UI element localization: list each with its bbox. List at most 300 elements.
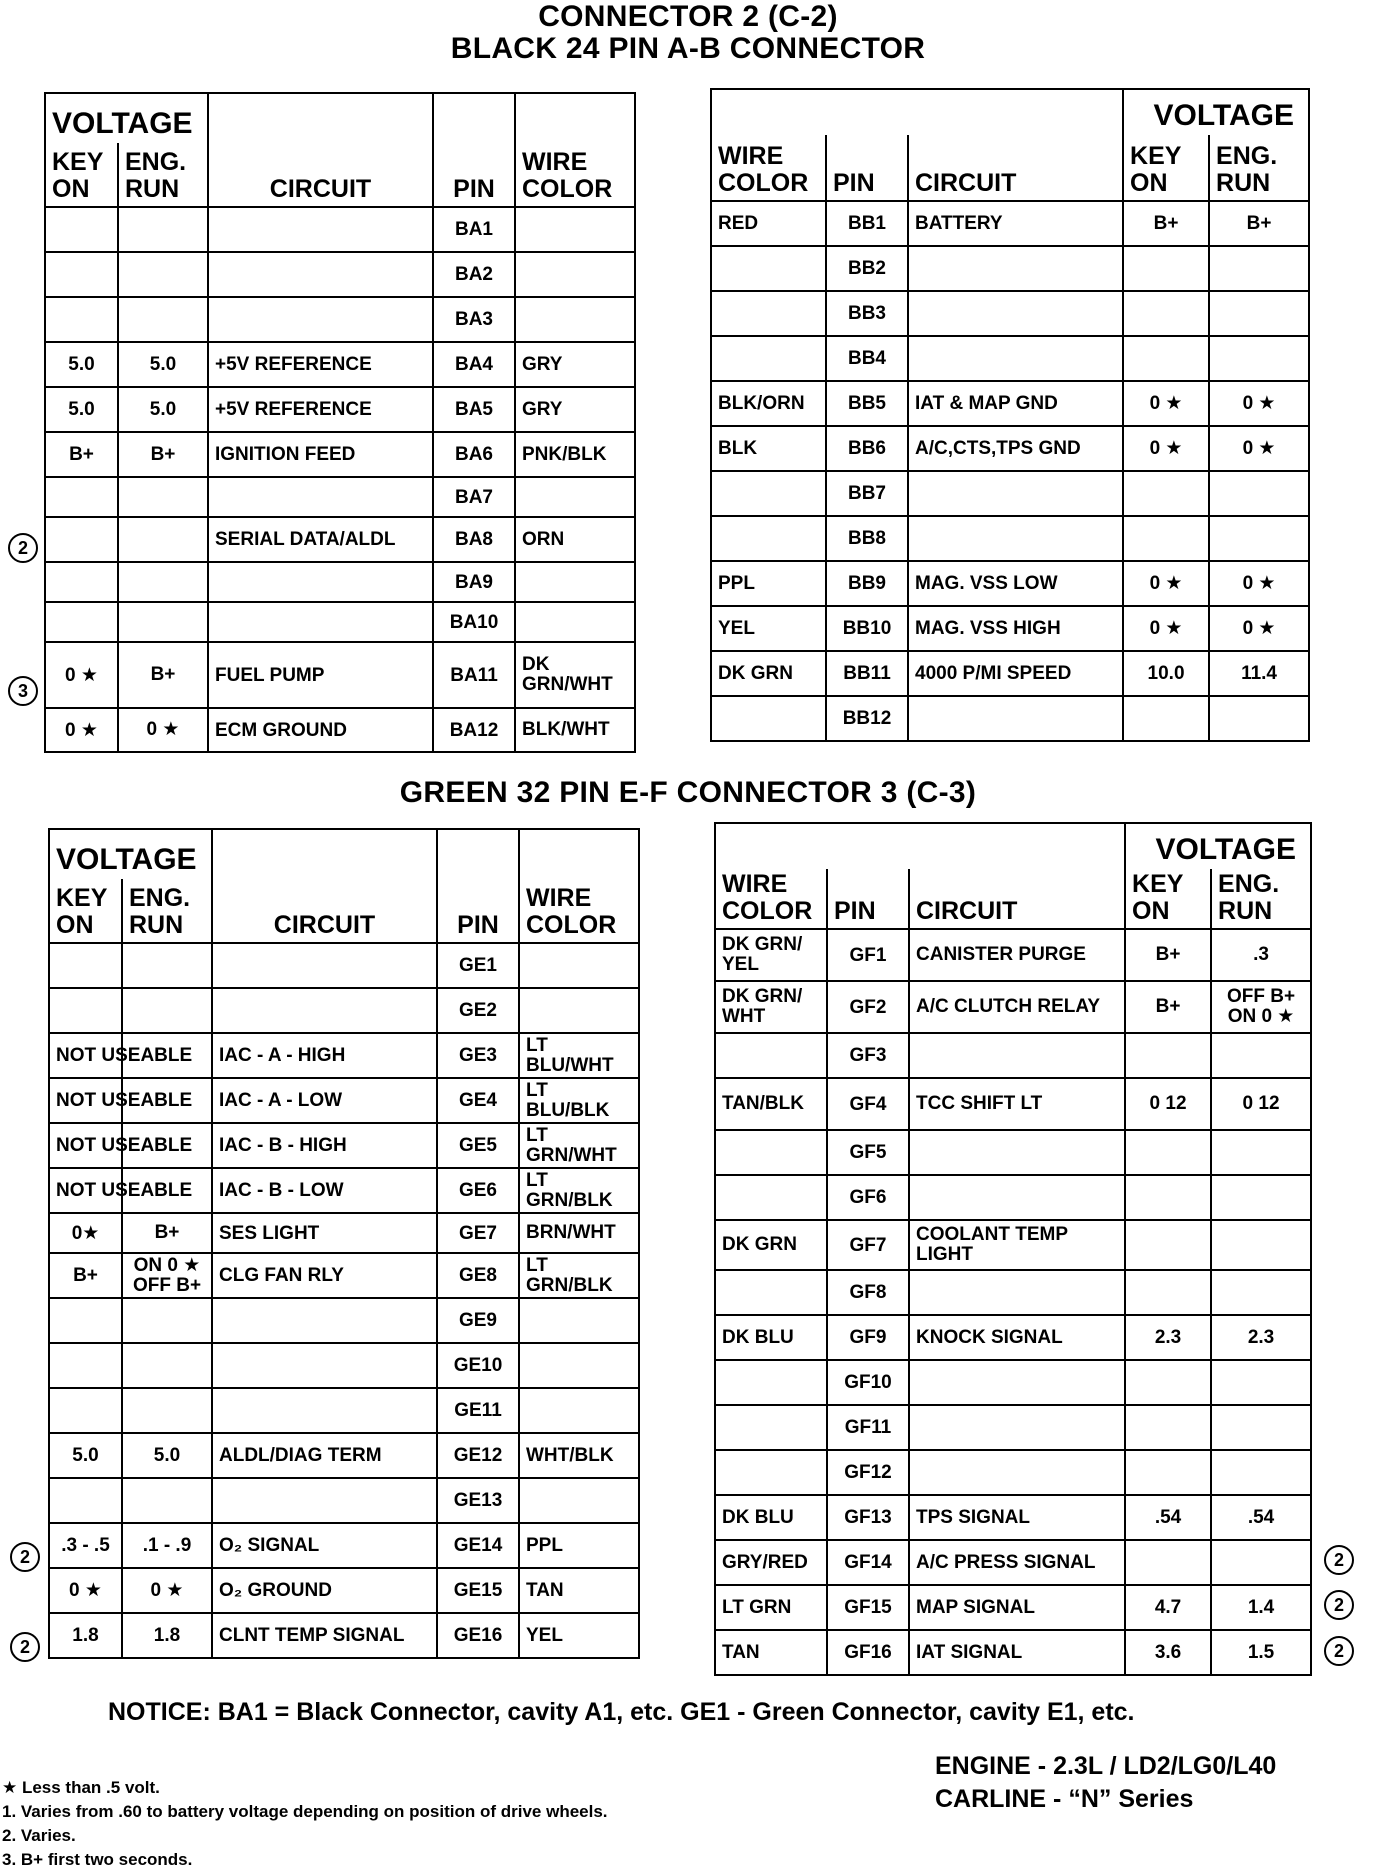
circuit-cell: IAC - A - HIGH	[212, 1033, 437, 1078]
table-row	[715, 1585, 1311, 1630]
eng-run-header: ENG. RUN	[1209, 135, 1309, 201]
eng-run-cell	[1211, 1450, 1311, 1495]
wire-color-header: WIRE COLOR	[715, 869, 827, 929]
footnote-star: ★ Less than .5 volt.	[2, 1778, 160, 1797]
wire-color-cell	[711, 471, 826, 516]
circuit-cell	[212, 1478, 437, 1523]
wire-color-cell	[519, 1343, 639, 1388]
key-on-header: KEY ON	[49, 879, 122, 943]
key-on-cell: 4.7	[1125, 1585, 1211, 1630]
wire-color-cell	[715, 1405, 827, 1450]
table-row	[715, 929, 1311, 981]
key-on-cell: 0 ★	[1123, 606, 1209, 651]
eng-run-cell	[118, 477, 208, 517]
circuit-cell: IAC - B - HIGH	[212, 1123, 437, 1168]
pin-cell: GE1	[437, 943, 519, 988]
key-on-cell: 5.0	[49, 1433, 122, 1478]
eng-run-header: ENG. RUN	[122, 879, 212, 943]
circuit-cell	[909, 1175, 1125, 1220]
pin-cell: GE15	[437, 1568, 519, 1613]
eng-run-cell	[1211, 1405, 1311, 1450]
table-row	[49, 1613, 639, 1658]
wire-color-cell: RED	[711, 201, 826, 246]
circuit-cell	[208, 297, 433, 342]
note-marker-gf15: 2	[1324, 1590, 1354, 1620]
table-row	[715, 1630, 1311, 1675]
circuit-cell	[212, 988, 437, 1033]
eng-run-cell: .1 - .9	[122, 1523, 212, 1568]
table-row	[49, 1388, 639, 1433]
wire-color-cell: BRN/WHT	[519, 1213, 639, 1253]
eng-run-cell	[122, 988, 212, 1033]
circuit-cell	[208, 602, 433, 642]
key-on-cell	[1125, 1220, 1211, 1270]
wire-color-cell: TAN	[519, 1568, 639, 1613]
table-row	[711, 516, 1309, 561]
circuit-cell: +5V REFERENCE	[208, 387, 433, 432]
key-on-cell	[45, 477, 118, 517]
circuit-cell: SERIAL DATA/ALDL	[208, 517, 433, 562]
circuit-cell: ECM GROUND	[208, 708, 433, 752]
wire-color-cell	[519, 1388, 639, 1433]
circuit-cell: SES LIGHT	[212, 1213, 437, 1253]
key-on-cell	[45, 562, 118, 602]
key-on-cell	[45, 297, 118, 342]
wire-color-cell	[519, 1298, 639, 1343]
key-on-cell: NOT USEABLE	[49, 1123, 122, 1168]
circuit-cell: CLG FAN RLY	[212, 1253, 437, 1298]
wire-color-cell	[519, 988, 639, 1033]
eng-run-header: ENG. RUN	[1211, 869, 1311, 929]
pin-cell: GF10	[827, 1360, 909, 1405]
wire-color-cell: PPL	[711, 561, 826, 606]
pin-cell: GE13	[437, 1478, 519, 1523]
wire-color-cell: LT BLU/BLK	[519, 1078, 639, 1123]
eng-run-cell	[118, 252, 208, 297]
eng-run-cell: 0 ★	[1209, 426, 1309, 471]
key-on-cell: NOT USEABLE	[49, 1168, 122, 1213]
table-row	[711, 246, 1309, 291]
circuit-header: CIRCUIT	[208, 93, 433, 207]
eng-run-cell	[1211, 1130, 1311, 1175]
wire-color-cell: GRY	[515, 342, 635, 387]
key-on-cell	[1125, 1033, 1211, 1078]
wire-color-cell	[711, 336, 826, 381]
pin-cell: GE16	[437, 1613, 519, 1658]
eng-run-cell: 0 ★	[1209, 381, 1309, 426]
pin-cell: BB3	[826, 291, 908, 336]
circuit-cell	[909, 1405, 1125, 1450]
pin-cell: BB7	[826, 471, 908, 516]
key-on-cell	[1123, 471, 1209, 516]
wire-color-cell: GRY/RED	[715, 1540, 827, 1585]
table-row	[49, 1123, 639, 1168]
table-row	[715, 1175, 1311, 1220]
circuit-cell	[212, 1388, 437, 1433]
circuit-cell	[908, 516, 1123, 561]
eng-run-cell	[118, 562, 208, 602]
note-marker-ge14: 2	[10, 1542, 40, 1572]
key-on-cell: 0 ★	[1123, 561, 1209, 606]
table-row	[45, 602, 635, 642]
key-on-cell: 10.0	[1123, 651, 1209, 696]
circuit-cell: BATTERY	[908, 201, 1123, 246]
wire-color-cell: PPL	[519, 1523, 639, 1568]
wire-color-cell: DK BLU	[715, 1495, 827, 1540]
wire-color-cell	[711, 516, 826, 561]
circuit-cell	[908, 336, 1123, 381]
note-marker-gf16: 2	[1324, 1636, 1354, 1666]
wire-color-cell	[711, 246, 826, 291]
key-on-header: KEY ON	[1123, 135, 1209, 201]
pin-cell: BA8	[433, 517, 515, 562]
pin-cell: BA12	[433, 708, 515, 752]
pin-cell: GF13	[827, 1495, 909, 1540]
key-on-cell	[49, 1478, 122, 1523]
key-on-cell: 0 ★	[45, 642, 118, 708]
circuit-cell: COOLANT TEMP LIGHT	[909, 1220, 1125, 1270]
wire-color-cell: YEL	[711, 606, 826, 651]
wire-color-cell	[515, 297, 635, 342]
key-on-cell: B+	[1123, 201, 1209, 246]
eng-run-cell	[1209, 246, 1309, 291]
wire-color-cell: DK GRN/ YEL	[715, 929, 827, 981]
footnote-2: 2. Varies.	[2, 1826, 76, 1845]
wire-color-cell: LT GRN/BLK	[519, 1168, 639, 1213]
eng-run-cell	[1211, 1033, 1311, 1078]
wire-color-header: WIRE COLOR	[711, 135, 826, 201]
circuit-cell	[208, 207, 433, 252]
table-row	[711, 651, 1309, 696]
circuit-cell	[208, 477, 433, 517]
key-on-cell	[1123, 696, 1209, 741]
eng-run-cell	[1209, 336, 1309, 381]
circuit-cell: MAG. VSS HIGH	[908, 606, 1123, 651]
eng-run-header: ENG. RUN	[118, 143, 208, 207]
wire-color-cell	[711, 291, 826, 336]
key-on-cell: 0★	[49, 1213, 122, 1253]
pin-header: PIN	[827, 869, 909, 929]
circuit-cell: A/C,CTS,TPS GND	[908, 426, 1123, 471]
eng-run-cell	[122, 1343, 212, 1388]
key-on-cell	[1125, 1450, 1211, 1495]
key-on-cell	[1123, 291, 1209, 336]
circuit-cell: O₂ GROUND	[212, 1568, 437, 1613]
key-on-cell: 5.0	[45, 387, 118, 432]
wire-color-cell	[715, 1130, 827, 1175]
table-row	[49, 1168, 639, 1213]
wire-color-cell: LT GRN	[715, 1585, 827, 1630]
pin-cell: GE9	[437, 1298, 519, 1343]
circuit-cell	[908, 246, 1123, 291]
key-on-cell: B+	[1125, 981, 1211, 1033]
table-row	[49, 1523, 639, 1568]
table-connector-ba	[44, 92, 636, 753]
wire-color-cell	[515, 252, 635, 297]
table-row	[49, 1343, 639, 1388]
table-row	[45, 207, 635, 252]
circuit-cell	[909, 1450, 1125, 1495]
key-on-cell: 0 12	[1125, 1078, 1211, 1130]
wire-color-cell: DK BLU	[715, 1315, 827, 1360]
circuit-cell: CLNT TEMP SIGNAL	[212, 1613, 437, 1658]
eng-run-cell	[122, 943, 212, 988]
wire-color-cell: DK GRN/WHT	[515, 642, 635, 708]
pin-cell: BB8	[826, 516, 908, 561]
notice-text: NOTICE: BA1 = Black Connector, cavity A1, etc. GE1 - Green Connector, cavity E1, etc.	[108, 1698, 1135, 1726]
eng-run-cell: 0 ★	[122, 1568, 212, 1613]
wire-color-cell: YEL	[519, 1613, 639, 1658]
pin-cell: BA10	[433, 602, 515, 642]
circuit-cell: O₂ SIGNAL	[212, 1523, 437, 1568]
key-on-cell	[49, 943, 122, 988]
table-row	[49, 943, 639, 988]
circuit-cell: IAT SIGNAL	[909, 1630, 1125, 1675]
pin-cell: GE2	[437, 988, 519, 1033]
pin-cell: GE4	[437, 1078, 519, 1123]
table-row	[45, 562, 635, 602]
wire-color-cell: TAN	[715, 1630, 827, 1675]
pin-cell: BA9	[433, 562, 515, 602]
table-row	[49, 1253, 639, 1298]
pin-cell: GE8	[437, 1253, 519, 1298]
wire-color-cell	[715, 1450, 827, 1495]
table-row	[715, 1130, 1311, 1175]
wire-color-cell	[515, 207, 635, 252]
table-row	[49, 1213, 639, 1253]
circuit-cell: MAP SIGNAL	[909, 1585, 1125, 1630]
pin-cell: BB2	[826, 246, 908, 291]
wire-color-header: WIRE COLOR	[515, 93, 635, 207]
circuit-cell: ALDL/DIAG TERM	[212, 1433, 437, 1478]
circuit-cell: TPS SIGNAL	[909, 1495, 1125, 1540]
wire-color-cell	[715, 1175, 827, 1220]
note-marker-ba8: 2	[8, 533, 38, 563]
eng-run-cell: 11.4	[1209, 651, 1309, 696]
table-row	[715, 1315, 1311, 1360]
eng-run-cell: OFF B+ ON 0 ★	[1211, 981, 1311, 1033]
table-row	[49, 1568, 639, 1613]
table-row	[711, 426, 1309, 471]
circuit-cell: A/C PRESS SIGNAL	[909, 1540, 1125, 1585]
pin-header: PIN	[437, 829, 519, 943]
eng-run-cell: .54	[1211, 1495, 1311, 1540]
table-row	[715, 981, 1311, 1033]
eng-run-cell	[118, 602, 208, 642]
table-row	[49, 1433, 639, 1478]
circuit-cell	[212, 943, 437, 988]
pin-cell: GF9	[827, 1315, 909, 1360]
table-row	[715, 1450, 1311, 1495]
table-row	[45, 252, 635, 297]
circuit-cell: IAC - B - LOW	[212, 1168, 437, 1213]
key-on-cell	[49, 988, 122, 1033]
table-row	[45, 708, 635, 752]
key-on-cell	[1125, 1175, 1211, 1220]
pin-cell: BB6	[826, 426, 908, 471]
pin-cell: GF11	[827, 1405, 909, 1450]
eng-run-cell: 2.3	[1211, 1315, 1311, 1360]
voltage-header: VOLTAGE	[45, 93, 208, 143]
key-on-cell: 0 ★	[49, 1568, 122, 1613]
pin-cell: BB11	[826, 651, 908, 696]
pin-cell: BA2	[433, 252, 515, 297]
eng-run-cell: ON 0 ★ OFF B+	[122, 1253, 212, 1298]
key-on-cell	[1125, 1405, 1211, 1450]
key-on-cell: B+	[49, 1253, 122, 1298]
circuit-cell	[909, 1360, 1125, 1405]
pin-cell: GF1	[827, 929, 909, 981]
table-row	[711, 696, 1309, 741]
table-row	[49, 1298, 639, 1343]
table-connector-bb	[710, 88, 1310, 742]
wire-color-cell	[715, 1270, 827, 1315]
key-on-header: KEY ON	[1125, 869, 1211, 929]
pin-cell: GF2	[827, 981, 909, 1033]
circuit-header: CIRCUIT	[212, 829, 437, 943]
circuit-header: CIRCUIT	[908, 135, 1123, 201]
circuit-cell: TCC SHIFT LT	[909, 1078, 1125, 1130]
circuit-cell	[208, 252, 433, 297]
wire-color-cell	[519, 1478, 639, 1523]
key-on-cell	[1125, 1130, 1211, 1175]
circuit-cell	[212, 1298, 437, 1343]
engine-label: ENGINE - 2.3L / LD2/LG0/L40	[935, 1752, 1277, 1780]
eng-run-cell: 1.5	[1211, 1630, 1311, 1675]
wire-color-cell: BLK/ORN	[711, 381, 826, 426]
wire-color-cell	[711, 696, 826, 741]
circuit-cell: IAT & MAP GND	[908, 381, 1123, 426]
wire-color-cell	[515, 562, 635, 602]
table-row	[49, 988, 639, 1033]
eng-run-cell: 5.0	[118, 342, 208, 387]
wire-color-cell: WHT/BLK	[519, 1433, 639, 1478]
circuit-cell	[208, 562, 433, 602]
key-on-cell: 3.6	[1125, 1630, 1211, 1675]
table-row	[711, 336, 1309, 381]
engine-info	[935, 1750, 1276, 1816]
table-row	[45, 477, 635, 517]
key-on-cell	[1123, 336, 1209, 381]
eng-run-cell: 5.0	[122, 1433, 212, 1478]
pin-cell: GF4	[827, 1078, 909, 1130]
key-on-cell	[45, 252, 118, 297]
table-row	[711, 471, 1309, 516]
eng-run-cell: B+	[1209, 201, 1309, 246]
pin-cell: GF7	[827, 1220, 909, 1270]
key-on-cell: .3 - .5	[49, 1523, 122, 1568]
eng-run-cell	[1209, 291, 1309, 336]
key-on-cell	[45, 602, 118, 642]
eng-run-cell	[118, 207, 208, 252]
key-on-cell: B+	[1125, 929, 1211, 981]
eng-run-cell	[118, 517, 208, 562]
carline-label: CARLINE - “N” Series	[935, 1785, 1194, 1813]
pin-cell: BB4	[826, 336, 908, 381]
eng-run-cell: .3	[1211, 929, 1311, 981]
note-marker-ge16: 2	[10, 1632, 40, 1662]
wire-color-cell: LT BLU/WHT	[519, 1033, 639, 1078]
key-on-cell: 0 ★	[1123, 381, 1209, 426]
wire-color-cell	[515, 602, 635, 642]
voltage-header: VOLTAGE	[1123, 89, 1309, 135]
key-on-cell	[49, 1343, 122, 1388]
table-row	[49, 1078, 639, 1123]
key-on-cell: 2.3	[1125, 1315, 1211, 1360]
page-title: CONNECTOR 2 (C-2)	[538, 0, 838, 33]
circuit-cell: A/C CLUTCH RELAY	[909, 981, 1125, 1033]
table-row	[49, 1478, 639, 1523]
table-row	[711, 381, 1309, 426]
key-on-cell: 0 ★	[1123, 426, 1209, 471]
pin-cell: GE11	[437, 1388, 519, 1433]
voltage-header: VOLTAGE	[1125, 823, 1311, 869]
pin-cell: GE7	[437, 1213, 519, 1253]
table-row	[715, 1033, 1311, 1078]
eng-run-cell	[1211, 1360, 1311, 1405]
table-row	[715, 1495, 1311, 1540]
table-row	[715, 1270, 1311, 1315]
pin-cell: GE12	[437, 1433, 519, 1478]
circuit-cell: MAG. VSS LOW	[908, 561, 1123, 606]
wire-color-cell: GRY	[515, 387, 635, 432]
table-row	[711, 291, 1309, 336]
wire-color-cell: TAN/BLK	[715, 1078, 827, 1130]
eng-run-cell: 0 ★	[1209, 561, 1309, 606]
wire-color-header: WIRE COLOR	[519, 829, 639, 943]
pin-cell: GE10	[437, 1343, 519, 1388]
circuit-cell	[909, 1130, 1125, 1175]
wire-color-cell	[515, 477, 635, 517]
key-on-cell: 1.8	[49, 1613, 122, 1658]
key-on-cell	[49, 1298, 122, 1343]
circuit-cell: 4000 P/MI SPEED	[908, 651, 1123, 696]
table-row	[45, 387, 635, 432]
wire-color-cell: DK GRN	[715, 1220, 827, 1270]
pin-header: PIN	[826, 135, 908, 201]
key-on-cell: .54	[1125, 1495, 1211, 1540]
key-on-cell	[1125, 1360, 1211, 1405]
pin-cell: GF14	[827, 1540, 909, 1585]
eng-run-cell	[122, 1478, 212, 1523]
pin-cell: GF16	[827, 1630, 909, 1675]
key-on-cell	[49, 1388, 122, 1433]
footnotes	[2, 1776, 608, 1872]
pin-cell: BB9	[826, 561, 908, 606]
note-marker-ba11: 3	[8, 676, 38, 706]
pin-cell: BA6	[433, 432, 515, 477]
key-on-cell	[1123, 516, 1209, 561]
pin-cell: GE5	[437, 1123, 519, 1168]
pin-header: PIN	[433, 93, 515, 207]
eng-run-cell: 0 ★	[118, 708, 208, 752]
circuit-cell	[909, 1270, 1125, 1315]
eng-run-cell: 0 12	[1211, 1078, 1311, 1130]
pin-cell: GE3	[437, 1033, 519, 1078]
circuit-cell	[908, 291, 1123, 336]
eng-run-cell	[1209, 471, 1309, 516]
wire-color-cell: DK GRN/ WHT	[715, 981, 827, 1033]
circuit-header: CIRCUIT	[909, 869, 1125, 929]
eng-run-cell	[1209, 516, 1309, 561]
key-on-cell: 5.0	[45, 342, 118, 387]
pin-cell: BB5	[826, 381, 908, 426]
eng-run-cell	[1211, 1220, 1311, 1270]
pin-cell: BB1	[826, 201, 908, 246]
pin-cell: GF15	[827, 1585, 909, 1630]
table-row	[715, 1405, 1311, 1450]
table-connector-ge	[48, 828, 640, 1659]
